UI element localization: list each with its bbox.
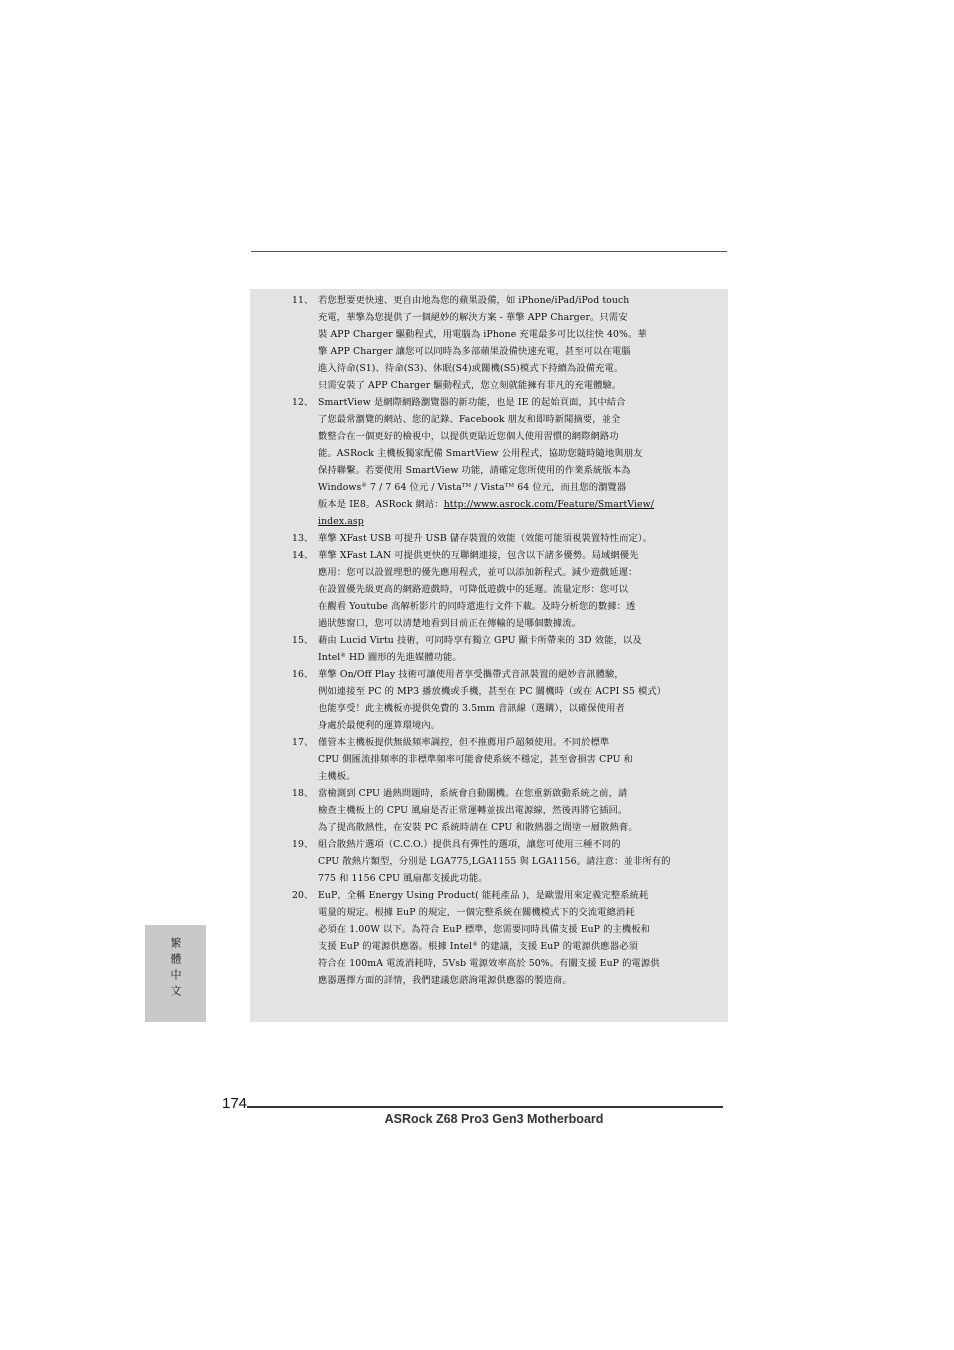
text-span: 的建議，支援 EuP 的電源供應器必須 [477, 941, 638, 952]
text-line: 應器選擇方面的詳情，我們建議您諮詢電源供應器的製造商。 [318, 975, 572, 986]
item-text [318, 666, 694, 734]
text-line [318, 938, 694, 955]
text-line: 了您最常瀏覽的網站、您的記錄、Facebook 朋友和即時新聞摘要，並全 [318, 414, 621, 425]
text-line: 組合散熱片選項（C.C.O.）提供具有彈性的選項，讓您可使用三種不同的 [318, 839, 621, 850]
text-line: 華擎 XFast LAN 可提供更快的互聯網連接，包含以下諸多優勢。局域網優先 [318, 550, 639, 561]
text-span: 支援 EuP 的電源供應器。根據 Intel [318, 941, 473, 952]
item-text [318, 836, 694, 887]
item-text [318, 547, 694, 632]
text-span: 7 / 7 64 位元 / Vista [366, 482, 462, 493]
list-item [292, 547, 694, 632]
list-item [292, 785, 694, 836]
item-text [318, 292, 694, 394]
item-number: 16、 [292, 669, 314, 680]
text-line: 例如連接至 PC 的 MP3 播放機或手機，甚至在 PC 關機時（或在 ACPI S5 模式） [318, 686, 667, 697]
text-line [318, 649, 694, 666]
text-span: 64 位元，而且您的瀏覽器 [514, 482, 627, 493]
text-line: 能。ASRock 主機板獨家配備 SmartView 公用程式，協助您隨時隨地與朋友 [318, 448, 643, 459]
item-number: 14、 [292, 550, 314, 561]
text-line: 華擎 On/Off Play 技術可讓使用者享受攜帶式音訊裝置的絕妙音訊體驗， [318, 669, 624, 680]
text-line: 應用：您可以設置理想的優先應用程式，並可以添加新程式。減少遊戲延遲： [318, 567, 638, 578]
item-number: 12、 [292, 397, 314, 408]
list-item [292, 292, 694, 394]
text-line [318, 513, 694, 530]
item-number: 11、 [292, 295, 314, 306]
text-line: 華擎 XFast USB 可提升 USB 儲存裝置的效能（效能可能須視裝置特性而定）。 [318, 533, 653, 544]
text-line: 檢查主機板上的 CPU 風扇是否正常運轉並拔出電源線，然後再將它插回。 [318, 805, 628, 816]
text-line: 裝 APP Charger 驅動程式，用電腦為 iPhone 充電最多可比以往快 40%。華 [318, 329, 647, 340]
trademark-mark: TM [504, 483, 515, 489]
text-span: Windows [318, 482, 362, 493]
list-item [292, 887, 694, 989]
item-text [318, 632, 694, 666]
list-item [292, 394, 694, 530]
item-number: 20、 [292, 890, 314, 901]
text-line: 為了提高散熱性，在安裝 PC 系統時請在 CPU 和散熱器之間塗一層散熱膏。 [318, 822, 638, 833]
list-item [292, 530, 694, 547]
text-line: CPU 側匯流排頻率的非標準頻率可能會使系統不穩定，甚至會損害 CPU 和 [318, 754, 633, 765]
language-tab-label: 繁體中文 [169, 937, 182, 1001]
text-line: 在觀看 Youtube 高解析影片的同時還進行文件下載。及時分析您的數據：透 [318, 601, 636, 612]
text-line: 電量的規定。根據 EuP 的規定，一個完整系統在關機模式下的交流電總消耗 [318, 907, 635, 918]
text-line: 也能享受！此主機板亦提供免費的 3.5mm 音訊線（選購），以確保使用者 [318, 703, 625, 714]
text-line: 只需安裝了 APP Charger 驅動程式，您立刻就能擁有非凡的充電體驗。 [318, 380, 622, 391]
text-line: 775 和 1156 CPU 風扇都支援此功能。 [318, 873, 488, 884]
text-line: 僅管本主機板提供無級頻率調控，但不推薦用戶超頻使用。不同於標準 [318, 737, 610, 748]
text-line: CPU 散熱片類型，分別是 LGA775,LGA1155 與 LGA1156。請注意：並非所有的 [318, 856, 671, 867]
text-line: 身處於最便利的運算環境內。 [318, 720, 441, 731]
text-span: 版本是 IE8。ASRock 網站： [318, 499, 444, 510]
language-tab [145, 925, 206, 1022]
text-span: / Vista [471, 482, 505, 493]
text-line: 保持聯繫。若要使用 SmartView 功能，請確定您所使用的作業系統版本為 [318, 465, 631, 476]
text-line: SmartView 是網際網路瀏覽器的新功能，也是 IE 的起始頁面，其中結合 [318, 397, 626, 408]
page-number: 174 [222, 1095, 248, 1112]
item-text [318, 394, 694, 530]
item-number: 17、 [292, 737, 314, 748]
text-line: 擎 APP Charger 讓您可以同時為多部蘋果設備快速充電，甚至可以在電腦 [318, 346, 631, 357]
top-rule [251, 251, 727, 252]
text-line: EuP，全稱 Energy Using Product( 能耗產品 )，是歐盟用來定義完整系統耗 [318, 890, 649, 901]
text-line: 充電，華擎為您提供了一個絕妙的解決方案 - 華擎 APP Charger。只需安 [318, 312, 628, 323]
text-line: 藉由 Lucid Virtu 技術，可同時享有獨立 GPU 顯卡所帶來的 3D 效能，以及 [318, 635, 642, 646]
text-line: 過狀態窗口，您可以清楚地看到目前正在傳輸的是哪個數據流。 [318, 618, 582, 629]
trademark-mark: ® [361, 483, 367, 489]
website-link[interactable]: http://www.asrock.com/Feature/SmartView/ [443, 499, 654, 510]
text-line: 必須在 1.00W 以下。為符合 EuP 標準，您需要同時具備支援 EuP 的主機板和 [318, 924, 651, 935]
list-item [292, 632, 694, 666]
text-line: 若您想要更快速、更自由地為您的蘋果設備，如 iPhone/iPad/iPod touch [318, 295, 630, 306]
list-item [292, 836, 694, 887]
list-item [292, 666, 694, 734]
item-number: 19、 [292, 839, 314, 850]
trademark-mark: ® [472, 942, 478, 948]
text-line: 符合在 100mA 電流消耗時，5Vsb 電源效率高於 50%。有關支援 EuP 的電源供 [318, 958, 660, 969]
text-line: 在設置優先級更高的網路遊戲時，可降低遊戲中的延遲。流量定形：您可以 [318, 584, 629, 595]
text-line [318, 479, 694, 496]
bottom-rule [247, 1106, 723, 1108]
item-text [318, 734, 694, 785]
text-span: Intel [318, 652, 341, 663]
text-line: 數整合在一個更好的檢視中，以提供更貼近您個人使用習慣的網際網路功 [318, 431, 619, 442]
item-number: 13、 [292, 533, 314, 544]
list-item [292, 734, 694, 785]
text-line: 進入待命(S1)、待命(S3)、休眠(S4)或關機(S5)模式下持續為設備充電。 [318, 363, 624, 374]
item-text [318, 785, 694, 836]
footer-title: ASRock Z68 Pro3 Gen3 Motherboard [384, 1112, 604, 1126]
feature-list [292, 292, 694, 989]
item-text [318, 530, 694, 547]
trademark-mark: ® [340, 653, 346, 659]
text-line: 主機板。 [318, 771, 356, 782]
item-number: 18、 [292, 788, 314, 799]
text-line: 當檢測到 CPU 過熱問題時，系統會自動關機。在您重新啟動系統之前，請 [318, 788, 628, 799]
text-line [318, 496, 694, 513]
trademark-mark: TM [461, 483, 472, 489]
website-link[interactable]: index.asp [318, 516, 364, 527]
item-text [318, 887, 694, 989]
text-span: HD 圖形的先進媒體功能。 [345, 652, 462, 663]
item-number: 15、 [292, 635, 314, 646]
